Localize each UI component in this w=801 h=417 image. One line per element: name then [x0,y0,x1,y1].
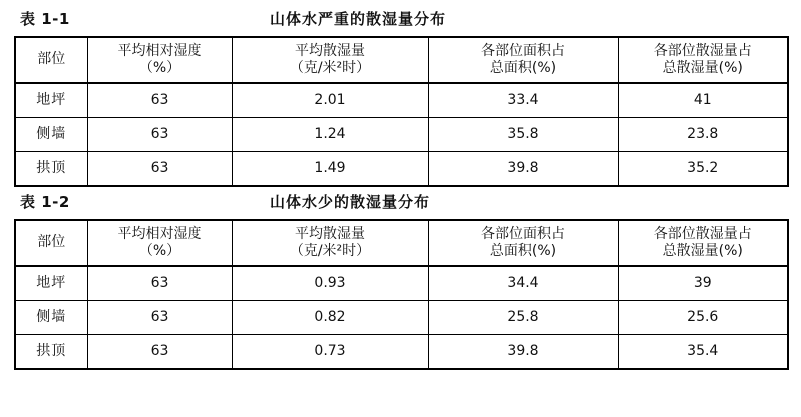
moisture-distribution-table-2 [14,219,789,370]
column-header-moisture: 平均散湿量 （克/米²时） [232,220,428,266]
cell-area: 33.4 [428,83,618,118]
table-label: 表 1-2 [20,193,70,211]
column-header-share: 各部位散湿量占 总散湿量(%) [618,220,788,266]
column-header-area: 各部位面积占 总面积(%) [428,220,618,266]
column-header-humidity: 平均相对湿度 （%） [87,220,232,266]
table-caption-2 [14,191,787,219]
column-header-part: 部位 [15,220,87,266]
cell-share: 35.2 [618,152,788,187]
table-label: 表 1-1 [20,10,70,28]
cell-moisture: 0.82 [232,301,428,335]
column-header-share: 各部位散湿量占 总散湿量(%) [618,37,788,83]
moisture-distribution-table-1 [14,36,789,187]
table-row [15,118,788,152]
cell-humidity: 63 [87,335,232,370]
cell-humidity: 63 [87,152,232,187]
cell-area: 34.4 [428,266,618,301]
cell-moisture: 1.24 [232,118,428,152]
cell-area: 39.8 [428,335,618,370]
table-row [15,266,788,301]
column-header-area: 各部位面积占 总面积(%) [428,37,618,83]
cell-part: 侧墙 [15,118,87,152]
table-header-row [15,37,788,83]
table-row [15,301,788,335]
table-block-1 [14,8,787,187]
cell-moisture: 1.49 [232,152,428,187]
cell-part: 拱顶 [15,152,87,187]
cell-area: 35.8 [428,118,618,152]
table-caption-1 [14,8,787,36]
cell-share: 25.6 [618,301,788,335]
table-row [15,152,788,187]
cell-part: 地坪 [15,266,87,301]
cell-part: 侧墙 [15,301,87,335]
table-title: 山体水严重的散湿量分布 [270,10,447,28]
column-header-part: 部位 [15,37,87,83]
table-header-row [15,220,788,266]
cell-moisture: 0.73 [232,335,428,370]
cell-part: 地坪 [15,83,87,118]
cell-humidity: 63 [87,266,232,301]
cell-humidity: 63 [87,118,232,152]
table-block-2 [14,191,787,370]
cell-part: 拱顶 [15,335,87,370]
table-row [15,83,788,118]
cell-area: 39.8 [428,152,618,187]
cell-share: 23.8 [618,118,788,152]
cell-share: 41 [618,83,788,118]
column-header-humidity: 平均相对湿度 （%） [87,37,232,83]
table-row [15,335,788,370]
cell-share: 39 [618,266,788,301]
cell-moisture: 0.93 [232,266,428,301]
cell-share: 35.4 [618,335,788,370]
cell-humidity: 63 [87,301,232,335]
table-title: 山体水少的散湿量分布 [270,193,431,211]
column-header-moisture: 平均散湿量 （克/米²时） [232,37,428,83]
cell-area: 25.8 [428,301,618,335]
cell-humidity: 63 [87,83,232,118]
cell-moisture: 2.01 [232,83,428,118]
